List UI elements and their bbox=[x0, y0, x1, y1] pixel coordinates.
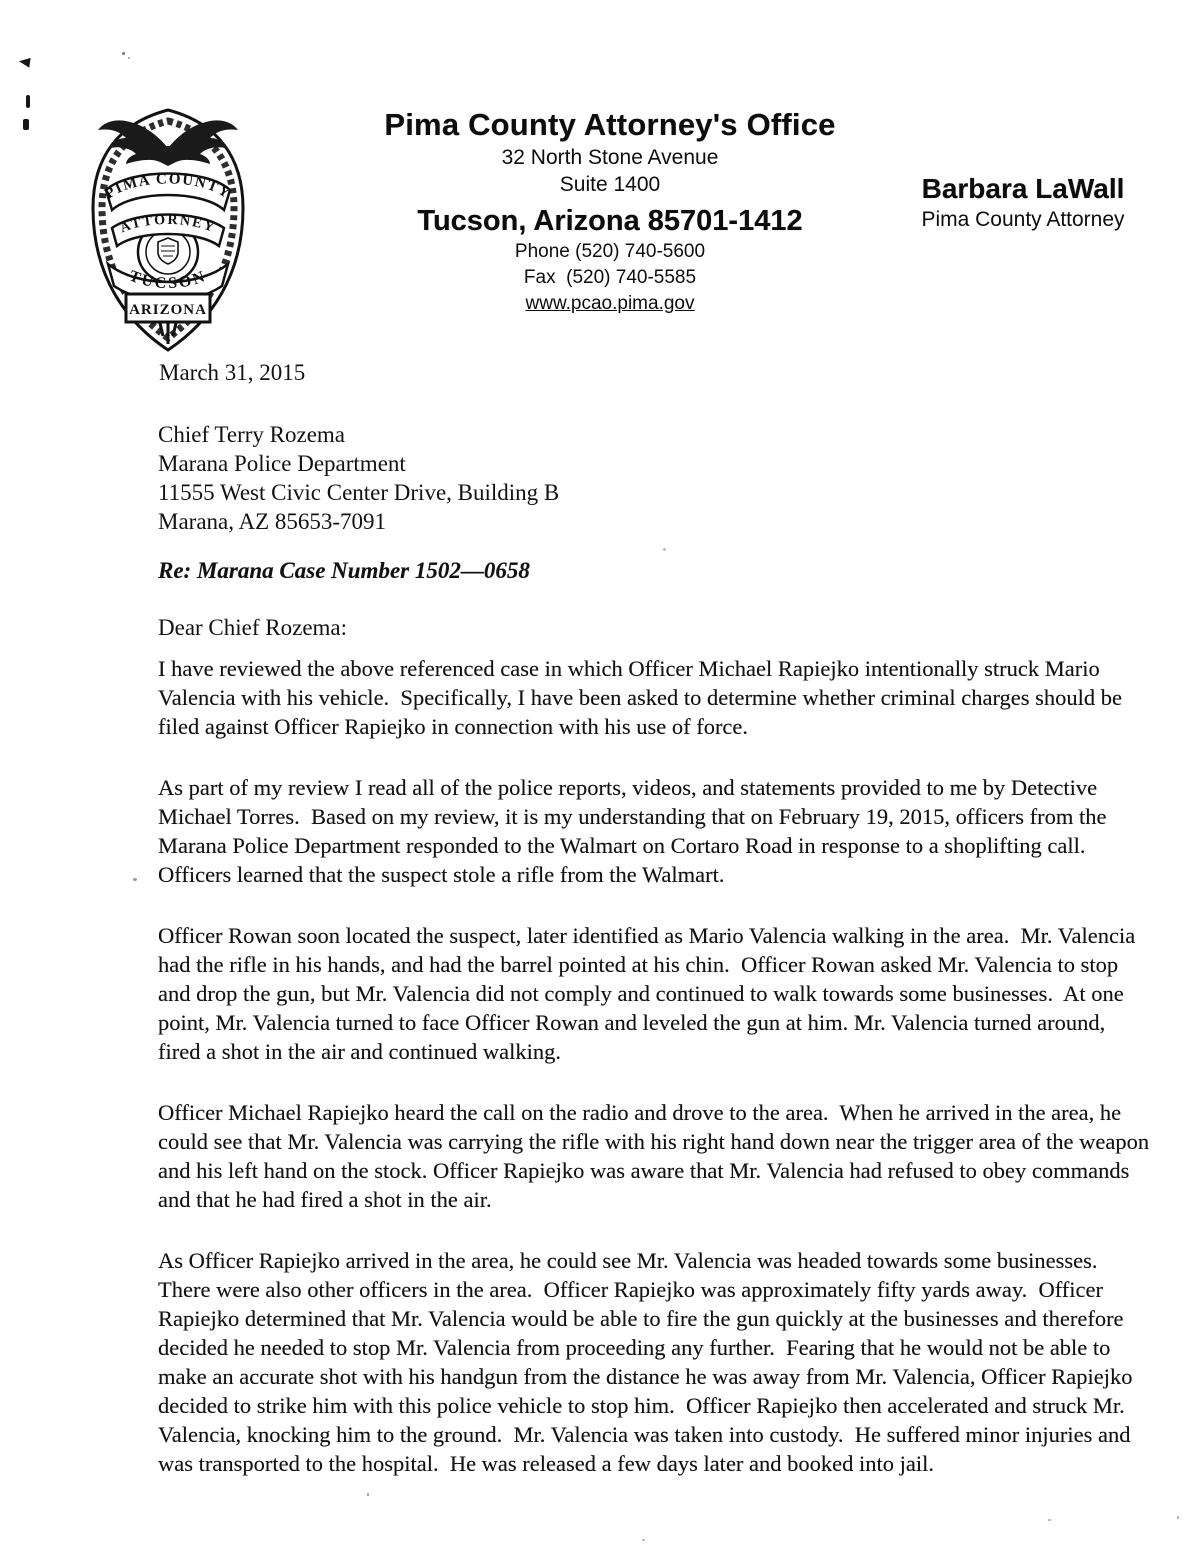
letterhead-address-block bbox=[310, 106, 910, 317]
scan-artifact bbox=[1048, 1519, 1051, 1521]
badge-banner-lower-label: TUCSON bbox=[126, 267, 210, 293]
recipient-street: 11555 West Civic Center Drive, Building B bbox=[158, 480, 560, 505]
office-city-line: Tucson, Arizona 85701-1412 bbox=[417, 205, 803, 237]
letter-body bbox=[158, 654, 1153, 1510]
badge-plate-label: ARIZONA bbox=[129, 302, 207, 318]
body-paragraph: As part of my review I read all of the police reports, videos, and statements provided to me by Detective Michael Torres. Based on my review, it is my understanding that on February 19, 2015, officers from the Marana Police Department responded to the Walmart on Cortaro Road in response to a shoplifting call. Officers learned that the suspect stole a rifle from the Walmart. bbox=[158, 775, 1113, 887]
recipient-city: Marana, AZ 85653-7091 bbox=[158, 509, 387, 534]
scan-artifact bbox=[1177, 1516, 1179, 1519]
subject-line: Re: Marana Case Number 1502—0658 bbox=[158, 558, 530, 583]
office-name: Pima County Attorney's Office bbox=[384, 107, 836, 142]
office-website-link: www.pcao.pima.gov bbox=[525, 293, 695, 314]
scan-artifact bbox=[642, 1539, 645, 1541]
badge-banner-top-label: PIMA COUNTY bbox=[102, 171, 234, 203]
scan-artifact bbox=[133, 878, 137, 881]
recipient-name: Chief Terry Rozema bbox=[158, 422, 346, 447]
scan-artifact bbox=[122, 52, 125, 55]
office-suite: Suite 1400 bbox=[559, 173, 661, 196]
scan-artifact bbox=[663, 548, 666, 551]
office-fax: Fax (520) 740-5585 bbox=[523, 267, 697, 288]
attorney-badge-icon bbox=[68, 92, 268, 360]
attorney-title: Pima County Attorney bbox=[921, 208, 1125, 231]
body-paragraph: Officer Michael Rapiejko heard the call on the radio and drove to the area. When he arrived in the area, he could see that Mr. Valencia was carrying the rifle with his right hand down near the trigger area of the weapon and his left hand on the stock. Officer Rapiejko was aware that Mr. Valencia had refused to obey commands and that he had fired a shot in the air. bbox=[158, 1100, 1155, 1212]
scan-artifact bbox=[26, 95, 30, 108]
body-paragraph: Officer Rowan soon located the suspect, later identified as Mario Valencia walking in the area. Mr. Valencia had the rifle in his hands, and had the barrel pointed at his chin. Officer Rowan asked Mr. Valencia to stop and drop the gun, but Mr. Valencia did not comply and continued to walk towards some businesses. At one point, Mr. Valencia turned to face Officer Rowan and leveled the gun at him. Mr. Valencia turned around, fired a shot in the air and continued walking. bbox=[158, 923, 1141, 1064]
scan-artifact bbox=[18, 56, 30, 67]
scan-artifact bbox=[128, 57, 130, 59]
salutation: Dear Chief Rozema: bbox=[158, 615, 348, 640]
body-paragraph: As Officer Rapiejko arrived in the area, he could see Mr. Valencia was headed towards some businesses. There were also other officers in the area. Officer Rapiejko was approximately fifty yards away. Officer Rapiejko determined that Mr. Valencia would be able to fire the gun quickly at the businesses and therefore decided he needed to stop Mr. Valencia from proceeding any further. Fearing that he would not be able to make an accurate shot with his handgun from the distance he was away from Mr. Valencia, Officer Rapiejko decided to strike him with this police vehicle to stop him. Officer Rapiejko then accelerated and struck Mr. Valencia, knocking him to the ground. Mr. Valencia was taken into custody. He suffered minor injuries and was transported to the hospital. He was released a few days later and booked into jail. bbox=[158, 1248, 1139, 1476]
attorney-name: Barbara LaWall bbox=[921, 173, 1125, 204]
recipient-department: Marana Police Department bbox=[158, 451, 406, 476]
office-street: 32 North Stone Avenue bbox=[501, 146, 719, 169]
body-paragraph: I have reviewed the above referenced case in which Officer Michael Rapiejko intentionally struck Mario Valencia with his vehicle. Specifically, I have been asked to determine whether criminal charges should be filed against Officer Rapiejko in connection with his use of force. bbox=[158, 656, 1128, 739]
scan-artifact bbox=[23, 119, 29, 130]
letter-date: March 31, 2015 bbox=[159, 360, 306, 385]
attorney-name-block bbox=[878, 172, 1168, 234]
office-phone: Phone (520) 740-5600 bbox=[514, 241, 706, 262]
badge-banner-middle-label: ATTORNEY bbox=[118, 212, 218, 237]
recipient-address-block bbox=[158, 420, 559, 536]
